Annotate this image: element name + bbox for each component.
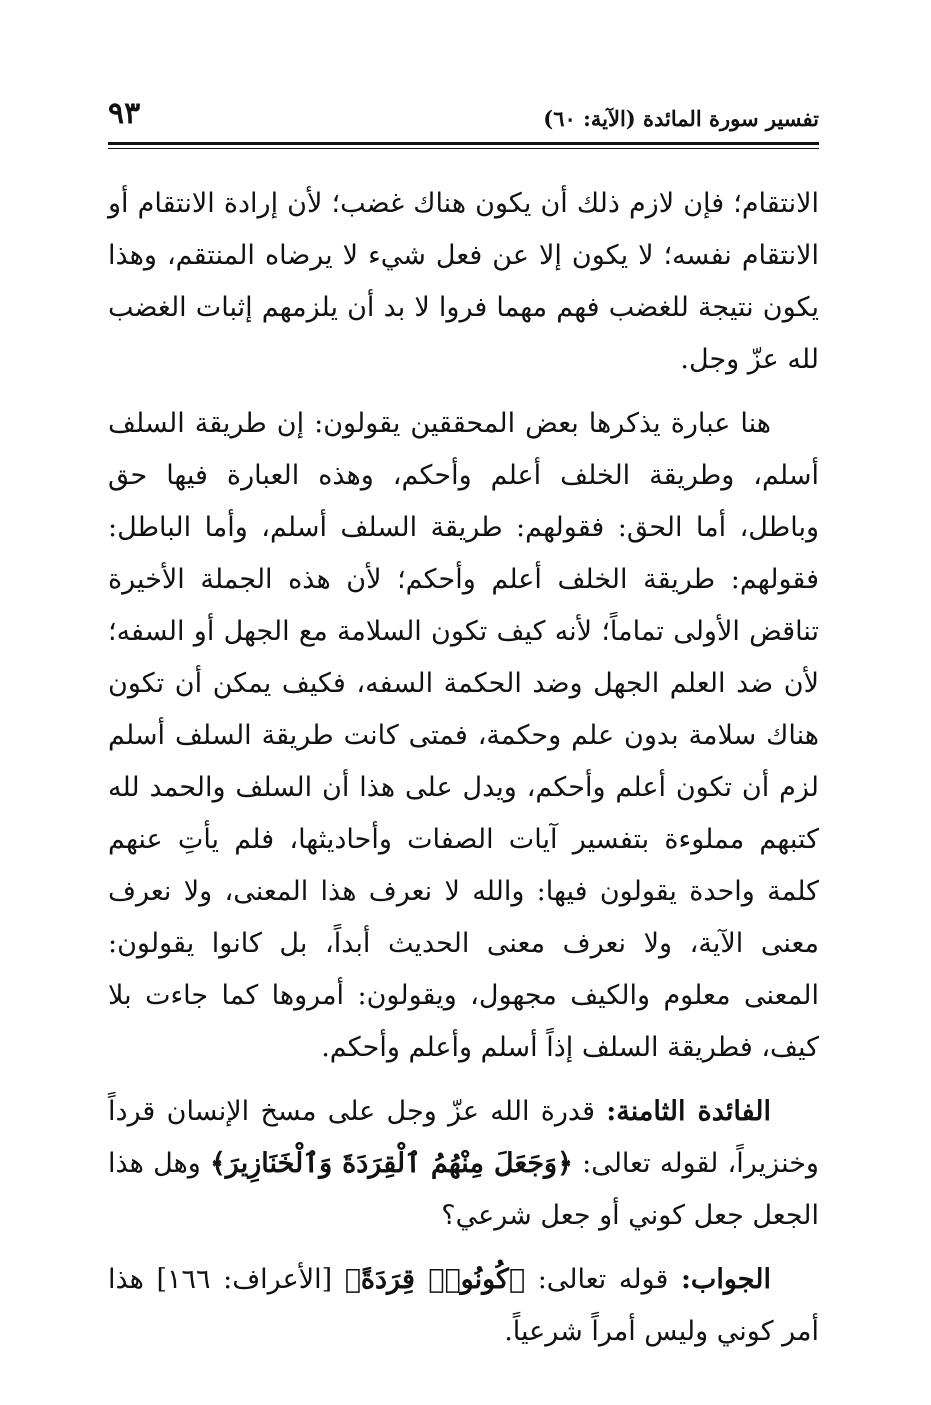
paragraph-4-text-a: قوله تعالى:	[537, 1264, 669, 1295]
quran-verse: ﴿كُونُوا۟ قِرَدَةً﴾	[344, 1264, 526, 1295]
page-header	[108, 96, 819, 136]
paragraph-3	[108, 1086, 819, 1242]
paragraph-2: هنا عبارة يذكرها بعض المحققين يقولون: إن طريقة السلف أسلم، وطريقة الخلف أعلم وأحكم، وهذه العبارة فيها حق وباطل، أما الحق: فقولهم: طريقة السلف أسلم، وأما الباطل: فقولهم: طريقة الخلف أعلم وأحكم؛ لأن هذه الجملة الأخيرة تناقض الأولى تماماً؛ لأنه كيف تكون السلامة مع الجهل أو السفه؛ لأن ضد العلم الجهل وضد الحكمة السفه، فكيف يمكن أن تكون هناك سلامة بدون علم وحكمة، فمتى كانت طريقة السلف أسلم لزم أن تكون أعلم وأحكم، ويدل على هذا أن السلف والحمد لله كتبهم مملوءة بتفسير آيات الصفات وأحاديثها، فلم يأتِ عنهم كلمة واحدة يقولون فيها: والله لا نعرف هذا المعنى، ولا نعرف معنى الآية، ولا نعرف معنى الحديث أبداً، بل كانوا يقولون: المعنى معلوم والكيف مجهول، ويقولون: أمروها كما جاءت بلا كيف، فطريقة السلف إذاً أسلم وأعلم وأحكم.	[108, 408, 819, 1063]
paragraph-1: الانتقام؛ فإن لازم ذلك أن يكون هناك غضب؛ لأن إرادة الانتقام أو الانتقام نفسه؛ لا يكون إلا عن فعل شيء لا يرضاه المنتقم، وهذا يكون نتيجة للغضب فهم مهما فروا لا بد أن يلزمهم إثبات الغضب لله عزّ وجل.	[108, 188, 819, 375]
header-rule-thick	[108, 142, 819, 145]
paragraph-3-text-a: قدرة الله عزّ وجل على مسخ الإنسان قرداً وخنزيراً، لقوله تعالى:	[108, 1096, 819, 1179]
page-body	[108, 178, 819, 1358]
answer-heading: الجواب:	[680, 1264, 771, 1295]
header-rule-thin	[108, 148, 819, 149]
paragraph-3-text-b: وهل هذا الجعل جعل كوني أو جعل شرعي؟	[108, 1148, 819, 1231]
paragraph-4	[108, 1254, 819, 1358]
running-title: تفسير سورة المائدة (الآية: ٦٠)	[543, 106, 819, 131]
paragraph-4-text-b: [الأعراف: ١٦٦] هذا أمر كوني وليس أمراً شرعياً.	[108, 1264, 819, 1347]
benefit-heading: الفائدة الثامنة:	[606, 1096, 771, 1127]
book-page	[108, 0, 819, 1405]
page-number: ٩٣	[108, 96, 141, 131]
quran-verse: ﴿وَجَعَلَ مِنْهُمُ ٱلْقِرَدَةَ وَٱلْخَنَازِيرَ﴾	[209, 1148, 573, 1179]
